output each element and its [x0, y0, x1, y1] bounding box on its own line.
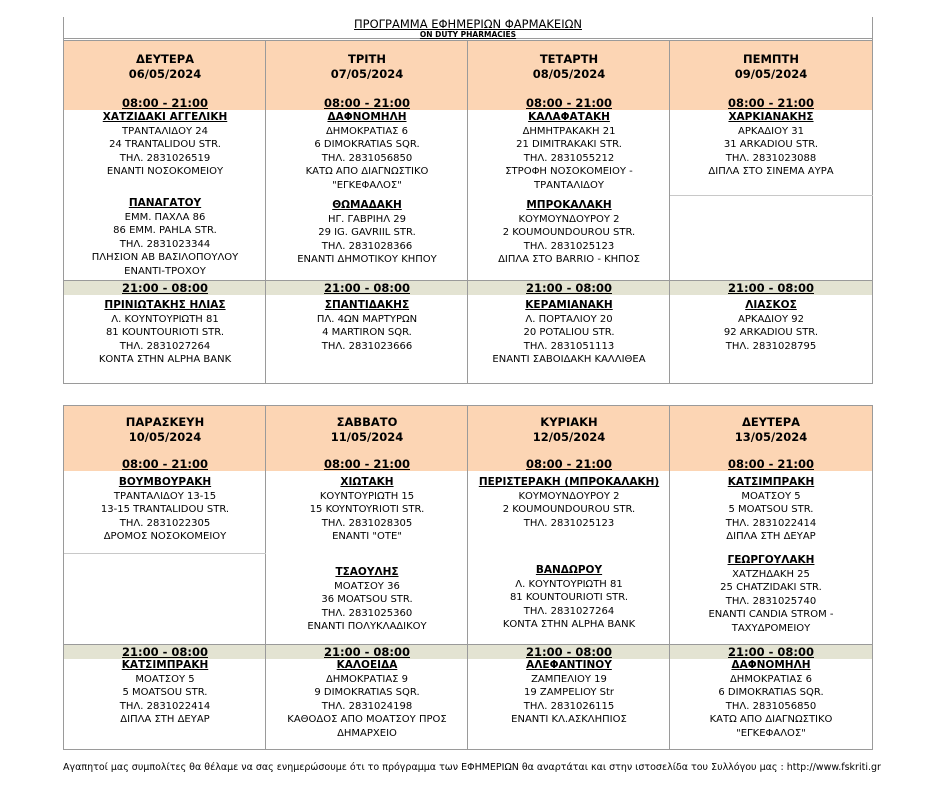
pharmacy-name: ΧΑΤΖΙΔΑΚΙ ΑΓΓΕΛΙΚΗ	[102, 111, 228, 123]
day-name: ΣΑΒΒΑΤΟ	[336, 415, 398, 429]
pharmacy-detail: ΤΗΛ. 2831028366	[321, 240, 413, 252]
pharmacy-detail: 4 MARTIRON SQR.	[322, 327, 412, 338]
pharmacy-name: ΘΩΜΑΔΑΚΗ	[332, 199, 402, 211]
day-date: 11/05/2024	[330, 430, 404, 444]
pharmacy-detail: 5 MOATSOU STR.	[728, 504, 814, 515]
pharmacy-detail: ΧΑΤΖΗΔΑΚΗ 25	[732, 568, 810, 580]
pharmacy-entry	[670, 659, 872, 740]
pharmacy-detail: ΠΛ. 4ΩΝ ΜΑΡΤΥΡΩΝ	[316, 313, 418, 325]
pharmacy-detail: ΜΟΑΤΣΟΥ 5	[741, 490, 801, 502]
pharmacy-detail: 6 DIMOKRATIAS SQR.	[314, 139, 420, 150]
pharmacy-detail: Λ. ΚΟΥΝΤΟΥΡΙΩΤΗ 81	[515, 578, 623, 590]
pharmacy-name: ΔΑΦΝΟΜΗΛΗ	[327, 111, 407, 123]
pharmacy-detail: ΔΗΜΟΚΡΑΤΙΑΣ 6	[325, 125, 409, 137]
day-shift-band: 08:00 - 21:00	[468, 457, 670, 471]
row-divider	[63, 383, 873, 384]
column-divider	[669, 405, 670, 749]
night-shift-band: 21:00 - 08:00	[266, 645, 468, 659]
pharmacy-detail: 81 KOUNTOURIOTI STR.	[105, 327, 225, 338]
table-border	[63, 405, 64, 749]
day-date: 09/05/2024	[734, 67, 808, 81]
night-shift-band: 21:00 - 08:00	[266, 281, 468, 295]
pharmacy-detail: 31 ARKADIOU STR.	[723, 139, 819, 150]
pharmacy-detail: ΕΝΑΝΤΙ ΠΟΛΥΚΛΑΔΙΚΟΥ	[307, 621, 427, 632]
pharmacy-detail: 25 CHATZIDAKI STR.	[720, 582, 822, 593]
table-border	[63, 17, 64, 383]
pharmacy-detail: ΜΟΑΤΣΟΥ 36	[334, 580, 400, 592]
pharmacy-detail: ΚΑΤΩ ΑΠΟ ΔΙΑΓΝΩΣΤΙΚΟ	[709, 714, 833, 725]
pharmacy-detail: ΚΟΥΝΤΟΥΡΙΩΤΗ 15	[319, 490, 415, 502]
table-border	[872, 405, 873, 749]
pharmacy-detail: ΚΑΤΩ ΑΠΟ ΔΙΑΓΝΩΣΤΙΚΟ	[305, 166, 429, 177]
pharmacy-detail: 92 ARKADIOU STR.	[723, 327, 819, 338]
pharmacy-detail: ΤΡΑΝΤΑΛΙΔΟΥ 13-15	[113, 490, 217, 502]
pharmacy-name: ΠΑΝΑΓΑΤΟΥ	[128, 197, 202, 209]
pharmacy-name: ΜΠΡΟΚΑΛΑΚΗ	[526, 199, 612, 211]
column-divider	[669, 40, 670, 383]
pharmacy-name: ΠΡΙΝΙΩΤΑΚΗΣ ΗΛΙΑΣ	[104, 299, 226, 311]
pharmacy-name: ΔΑΦΝΟΜΗΛΗ	[731, 659, 811, 671]
pharmacy-detail: ΕΝΑΝΤΙ ΚΛ.ΑΣΚΛΗΠΙΟΣ	[511, 714, 627, 725]
pharmacy-entry	[64, 476, 266, 544]
pharmacy-entry	[64, 299, 266, 367]
pharmacy-name: ΚΑΛΑΦΑΤΑΚΗ	[528, 111, 610, 123]
pharmacy-detail: ΤΗΛ. 2831025740	[725, 595, 817, 607]
day-header	[64, 40, 266, 96]
row-divider	[63, 405, 873, 406]
night-shift-band: 21:00 - 08:00	[670, 281, 872, 295]
night-shift-band: 21:00 - 08:00	[468, 281, 670, 295]
pharmacy-detail: ΚΟΥΜΟΥΝΔΟΥΡΟΥ 2	[518, 490, 620, 502]
pharmacy-entry	[468, 299, 670, 367]
pharmacy-detail: 36 MOATSOU STR.	[321, 594, 413, 605]
day-shift-band: 08:00 - 21:00	[266, 96, 468, 110]
pharmacy-detail: ΔΗΜΟΚΡΑΤΙΑΣ 6	[729, 673, 813, 685]
table-border	[872, 17, 873, 383]
pharmacy-detail: ΑΡΚΑΔΙΟΥ 92	[738, 313, 804, 325]
pharmacy-detail: 6 DIMOKRATIAS SQR.	[718, 687, 824, 698]
pharmacy-detail: ΔΗΜΗΤΡΑΚΑΚΗ 21	[522, 125, 616, 137]
pharmacy-detail: Λ. ΠΟΡΤΑΛΙΟΥ 20	[525, 313, 613, 325]
pharmacy-entry	[670, 554, 872, 635]
pharmacy-detail: ΕΝΑΝΤΙ CANDIA STROM -	[708, 609, 834, 620]
pharmacy-detail: ΚΑΘΟΔΟΣ ΑΠΟ ΜΟΑΤΣΟΥ ΠΡΟΣ	[287, 714, 447, 725]
night-shift-band: 21:00 - 08:00	[468, 645, 670, 659]
pharmacy-detail: ΤΗΛ. 2831025360	[321, 607, 413, 619]
pharmacy-detail: 86 EMM. PAHLA STR.	[113, 225, 217, 236]
pharmacy-detail: 24 TRANTALIDOU STR.	[109, 139, 221, 150]
pharmacy-detail: ΔΙΠΛΑ ΣΤΗ ΔΕΥΑΡ	[726, 531, 816, 542]
pharmacy-detail: ΤΗΛ. 2831056850	[321, 152, 413, 164]
pharmacy-detail: ΕΝΑΝΤΙ-ΤΡΟΧΟΥ	[124, 265, 206, 277]
night-shift-band: 21:00 - 08:00	[64, 645, 266, 659]
pharmacy-detail: 20 POTALIOU STR.	[523, 327, 615, 338]
pharmacy-entry	[266, 659, 468, 740]
day-date: 07/05/2024	[330, 67, 404, 81]
pharmacy-entry	[266, 566, 468, 634]
day-shift-band: 08:00 - 21:00	[64, 457, 266, 471]
pharmacy-name: ΣΠΑΝΤΙΔΑΚΗΣ	[324, 299, 410, 311]
pharmacy-detail: ΔΗΜΑΡΧΕΙΟ	[337, 727, 397, 739]
pharmacy-detail: 15 KOYNTOYRIOTI STR.	[309, 504, 425, 515]
pharmacy-detail: ΤΗΛ. 2831023666	[321, 340, 413, 352]
pharmacy-detail: 9 DIMOKRATIAS SQR.	[314, 687, 420, 698]
day-header	[670, 40, 872, 96]
pharmacy-entry	[468, 111, 670, 192]
pharmacy-name: ΠΕΡΙΣΤΕΡΑΚΗ (ΜΠΡΟΚΑΛΑΚΗ)	[478, 476, 660, 488]
pharmacy-name: ΤΣΑΟΥΛΗΣ	[335, 566, 399, 578]
day-name: ΤΕΤΑΡΤΗ	[539, 52, 599, 66]
day-name: ΠΕΜΠΤΗ	[742, 52, 800, 66]
day-header	[670, 405, 872, 457]
pharmacy-detail: ΣΤΡΟΦΗ ΝΟΣΟΚΟΜΕΙΟΥ -	[505, 166, 633, 177]
day-name: ΔΕΥΤΕΡΑ	[135, 52, 195, 66]
pharmacy-detail: ΖΑΜΠΕΛΙΟΥ 19	[531, 673, 607, 685]
pharmacy-detail: ΤΗΛ. 2831026519	[119, 152, 211, 164]
schedule-title	[63, 17, 873, 39]
cell-divider	[64, 553, 266, 554]
day-date: 10/05/2024	[128, 430, 202, 444]
day-name: ΔΕΥΤΕΡΑ	[741, 415, 801, 429]
footer-note: Αγαπητοί μας συμπολίτες θα θέλαμε να σας ενημερώσουμε ότι το πρόγραμμα των ΕΦΗΜΕΡΙΩΝ θα αναρτάται και στην ιστοσελίδα του Συλλόγου μας : http://www.fskriti.gr	[63, 762, 881, 773]
pharmacy-name: ΑΛΕΦΑΝΤΙΝΟΥ	[526, 659, 612, 671]
row-divider	[63, 749, 873, 750]
pharmacy-name: ΚΑΤΣΙΜΠΡΑΚΗ	[727, 476, 815, 488]
pharmacy-detail: ΚΟΥΜΟΥΝΔΟΥΡΟΥ 2	[518, 213, 620, 225]
pharmacy-entry	[468, 199, 670, 267]
pharmacy-detail: ΚΟΝΤΑ ΣΤΗΝ ALPHA BANK	[502, 619, 636, 630]
day-name: ΤΡΙΤΗ	[347, 52, 387, 66]
pharmacy-detail: 2 KOUMOUNDOUROU STR.	[502, 504, 636, 515]
pharmacy-name: ΒΟΥΜΒΟΥΡΑΚΗ	[118, 476, 212, 488]
pharmacy-detail: ΔΙΠΛΑ ΣΤΟ BARRIO - ΚΗΠΟΣ	[498, 254, 640, 265]
pharmacy-detail: ΤΗΛ. 2831027264	[119, 340, 211, 352]
day-header	[266, 40, 468, 96]
pharmacy-detail: ΔΡΟΜΟΣ ΝΟΣΟΚΟΜΕΙΟΥ	[103, 531, 227, 542]
day-shift-band: 08:00 - 21:00	[468, 96, 670, 110]
pharmacy-detail: ΤΗΛ. 2831024198	[321, 700, 413, 712]
column-divider	[265, 40, 266, 383]
pharmacy-detail: 29 IG. GAVRIIL STR.	[318, 227, 416, 238]
pharmacy-name: ΚΕΡΑΜΙΑΝΑΚΗ	[525, 299, 613, 311]
pharmacy-detail: ΤΗΛ. 2831022414	[119, 700, 211, 712]
pharmacy-entry	[64, 659, 266, 727]
day-shift-band: 08:00 - 21:00	[670, 96, 872, 110]
pharmacy-detail: ΤΡΑΝΤΑΛΙΔΟΥ 24	[122, 125, 208, 137]
page-title: ΠΡΟΓΡΑΜΜΑ ΕΦΗΜΕΡΙΩΝ ΦΑΡΜΑΚΕΙΩΝ	[354, 17, 582, 31]
pharmacy-detail: ΕΝΑΝΤΙ ΔΗΜΟΤΙΚΟΥ ΚΗΠΟΥ	[297, 254, 437, 265]
pharmacy-detail: ΔΙΠΛΑ ΣΤΗ ΔΕΥΑΡ	[120, 714, 210, 725]
pharmacy-entry	[670, 299, 872, 353]
pharmacy-detail: ΤΑΧΥΔΡΟΜΕΙΟΥ	[731, 622, 811, 634]
day-date: 13/05/2024	[734, 430, 808, 444]
pharmacy-detail: 81 KOUNTOURIOTI STR.	[509, 592, 629, 603]
column-divider	[467, 405, 468, 749]
pharmacy-detail: ΕΝΑΝΤΙ "ΟΤΕ"	[332, 531, 402, 542]
pharmacy-detail: ΔΙΠΛΑ ΣΤΟ ΣΙΝΕΜΑ ΑΥΡΑ	[708, 166, 834, 177]
pharmacy-detail: ΤΗΛ. 2831055212	[523, 152, 615, 164]
pharmacy-detail: 5 MOATSOU STR.	[122, 687, 208, 698]
pharmacy-name: ΓΕΩΡΓΟΥΛΑΚΗ	[727, 554, 815, 566]
pharmacy-detail: ΤΗΛ. 2831023344	[119, 238, 211, 250]
pharmacy-name: ΛΙΑΣΚΟΣ	[745, 299, 797, 311]
pharmacy-detail: Λ. ΚΟΥΝΤΟΥΡΙΩΤΗ 81	[111, 313, 219, 325]
day-shift-band: 08:00 - 21:00	[266, 457, 468, 471]
night-shift-band: 21:00 - 08:00	[670, 645, 872, 659]
day-name: ΚΥΡΙΑΚΗ	[540, 415, 598, 429]
pharmacy-name: ΒΑΝΔΩΡΟΥ	[535, 564, 603, 576]
pharmacy-detail: ΕΜΜ. ΠΑΧΛΑ 86	[124, 211, 206, 223]
day-header	[468, 405, 670, 457]
pharmacy-name: ΚΑΛΟΕΙΔΑ	[336, 659, 398, 671]
pharmacy-detail: ΤΗΛ. 2831022305	[119, 517, 211, 529]
row-divider	[63, 644, 873, 645]
pharmacy-detail: 13-15 TRANTALIDOU STR.	[100, 504, 230, 515]
pharmacy-entry	[64, 197, 266, 278]
pharmacy-detail: ΤΗΛ. 2831026115	[523, 700, 615, 712]
day-header	[266, 405, 468, 457]
day-shift-band: 08:00 - 21:00	[670, 457, 872, 471]
column-divider	[265, 405, 266, 749]
pharmacy-entry	[266, 299, 468, 353]
pharmacy-detail: ΕΝΑΝΤΙ ΣΑΒΟΙΔΑΚΗ ΚΑΛΛΙΘΕΑ	[492, 354, 646, 365]
day-shift-band: 08:00 - 21:00	[64, 96, 266, 110]
pharmacy-detail: ΑΡΚΑΔΙΟΥ 31	[738, 125, 804, 137]
pharmacy-detail: ΤΗΛ. 2831028795	[725, 340, 817, 352]
pharmacy-detail: "ΕΓΚΕΦΑΛΟΣ"	[736, 727, 806, 739]
pharmacy-detail: ΔΗΜΟΚΡΑΤΙΑΣ 9	[325, 673, 409, 685]
pharmacy-detail: ΤΡΑΝΤΑΛΙΔΟΥ	[533, 179, 605, 191]
pharmacy-entry	[468, 564, 670, 632]
pharmacy-entry	[266, 111, 468, 192]
pharmacy-detail: ΤΗΛ. 2831023088	[725, 152, 817, 164]
day-header	[468, 40, 670, 96]
pharmacy-detail: ΚΟΝΤΑ ΣΤΗΝ ALPHA BANK	[98, 354, 232, 365]
pharmacy-detail: ΤΗΛ. 2831025123	[523, 517, 615, 529]
pharmacy-detail: 19 ZAMPELIOY Str	[523, 687, 615, 698]
pharmacy-detail: ΗΓ. ΓΑΒΡΙΗΛ 29	[328, 213, 406, 225]
pharmacy-detail: ΤΗΛ. 2831056850	[725, 700, 817, 712]
pharmacy-name: ΚΑΤΣΙΜΠΡΑΚΗ	[121, 659, 209, 671]
pharmacy-entry	[266, 199, 468, 267]
page-subtitle: ON DUTY PHARMACIES	[419, 30, 517, 39]
pharmacy-name: ΧΙΩΤΑΚΗ	[340, 476, 394, 488]
day-header	[64, 405, 266, 457]
cell-divider	[670, 195, 873, 196]
pharmacy-detail: ΠΛΗΣΙΟΝ ΑΒ ΒΑΣΙΛΟΠΟΥΛΟΥ	[91, 252, 239, 263]
pharmacy-detail: ΜΟΑΤΣΟΥ 5	[135, 673, 195, 685]
column-divider	[467, 40, 468, 383]
day-date: 08/05/2024	[532, 67, 606, 81]
night-shift-band: 21:00 - 08:00	[64, 281, 266, 295]
day-date: 12/05/2024	[532, 430, 606, 444]
pharmacy-detail: "ΕΓΚΕΦΑΛΟΣ"	[332, 179, 402, 191]
pharmacy-detail: ΤΗΛ. 2831051113	[523, 340, 615, 352]
pharmacy-entry	[64, 111, 266, 179]
pharmacy-entry	[468, 476, 670, 530]
pharmacy-detail: 21 DIMITRAKAKI STR.	[516, 139, 622, 150]
row-divider	[63, 40, 873, 41]
day-date: 06/05/2024	[128, 67, 202, 81]
pharmacy-detail: ΤΗΛ. 2831025123	[523, 240, 615, 252]
pharmacy-entry	[670, 476, 872, 544]
row-divider	[63, 280, 873, 281]
pharmacy-entry	[468, 659, 670, 727]
pharmacy-name: ΧΑΡΚΙΑΝΑΚΗΣ	[728, 111, 814, 123]
pharmacy-entry	[266, 476, 468, 544]
pharmacy-detail: ΤΗΛ. 2831022414	[725, 517, 817, 529]
pharmacy-detail: ΤΗΛ. 2831027264	[523, 605, 615, 617]
pharmacy-detail: 2 KOUMOUNDOUROU STR.	[502, 227, 636, 238]
pharmacy-entry	[670, 111, 872, 179]
pharmacy-detail: ΤΗΛ. 2831028305	[321, 517, 413, 529]
pharmacy-detail: ΕΝΑΝΤΙ ΝΟΣΟΚΟΜΕΙΟΥ	[106, 166, 224, 177]
day-name: ΠΑΡΑΣΚΕΥΗ	[125, 415, 205, 429]
